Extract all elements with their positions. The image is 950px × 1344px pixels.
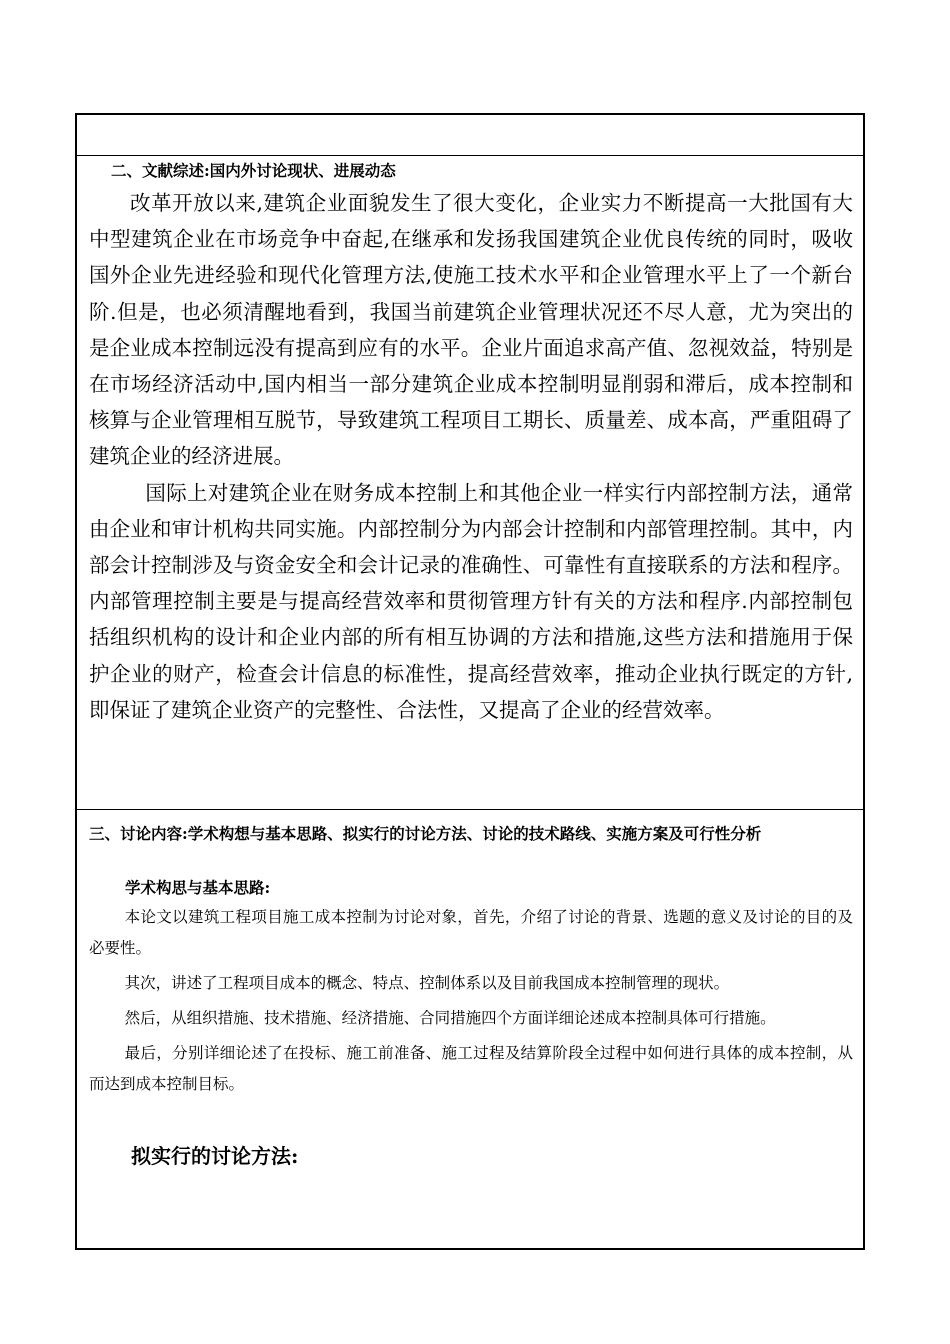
paragraph-international: 国际上对建筑企业在财务成本控制上和其他企业一样实行内部控制方法，通常由企业和审计机构共同实施。内部控制分为内部会计控制和内部管理控制。其中，内部会计控制涉及与资金安全和会计记录的准确性、可靠性有直接联系的方法和程序。内部管理控制主要是与提高经营效率和贯彻管理方针有关的方法和程序.内部控制包括组织机构的设计和企业内部的所有相互协调的方法和措施,这些方法和措施用于保护企业的财产，检查会计信息的标准性，提高经营效率，推动企业执行既定的方针,即保证了建筑企业资产的完整性、合法性，又提高了企业的经营效率。 <box>89 480 853 722</box>
literature-review-cell <box>77 157 863 809</box>
section-2-title: 二、文献综述:国内外讨论现状、进展动态 <box>111 161 396 180</box>
paragraph-step-3: 然后，从组织措施、技术措施、经济措施、合同措施四个方面详细论述成本控制具体可行措施。 <box>124 1009 776 1027</box>
research-content-cell <box>77 811 863 1248</box>
paragraph-step-1: 本论文以建筑工程项目施工成本控制为讨论对象，首先，介绍了讨论的背景、选题的意义及讨论的目的及必要性。 <box>89 908 853 957</box>
method-heading: 拟实行的讨论方法: <box>131 1144 299 1168</box>
section-3-title: 三、讨论内容:学术构想与基本思路、拟实行的讨论方法、讨论的技术路线、实施方案及可行性分析 <box>89 824 762 843</box>
subheading-academic-idea: 学术构思与基本思路: <box>125 878 271 897</box>
row-divider-middle <box>77 809 863 810</box>
paragraph-step-2: 其次，讲述了工程项目成本的概念、特点、控制体系以及目前我国成本控制管理的现状。 <box>124 974 730 992</box>
paragraph-step-4: 最后，分别详细论述了在投标、施工前准备、施工过程及结算阶段全过程中如何进行具体的成本控制，从而达到成本控制目标。 <box>89 1044 853 1093</box>
row-divider-top <box>77 155 863 156</box>
paragraph-domestic: 改革开放以来,建筑企业面貌发生了很大变化，企业实力不断提高一大批国有大中型建筑企业在市场竞争中奋起,在继承和发扬我国建筑企业优良传统的同时，吸收国外企业先进经验和现代化管理方法,使施工技术水平和企业管理水平上了一个新台阶.但是，也必须清醒地看到，我国当前建筑企业管理状况还不尽人意，尤为突出的是企业成本控制远没有提高到应有的水平。企业片面追求高产值、忽视效益，特别是在市场经济活动中,国内相当一部分建筑企业成本控制明显削弱和滞后，成本控制和核算与企业管理相互脱节，导致建筑工程项目工期长、质量差、成本高，严重阻碍了建筑企业的经济进展。 <box>89 191 853 469</box>
form-table <box>75 113 865 1250</box>
